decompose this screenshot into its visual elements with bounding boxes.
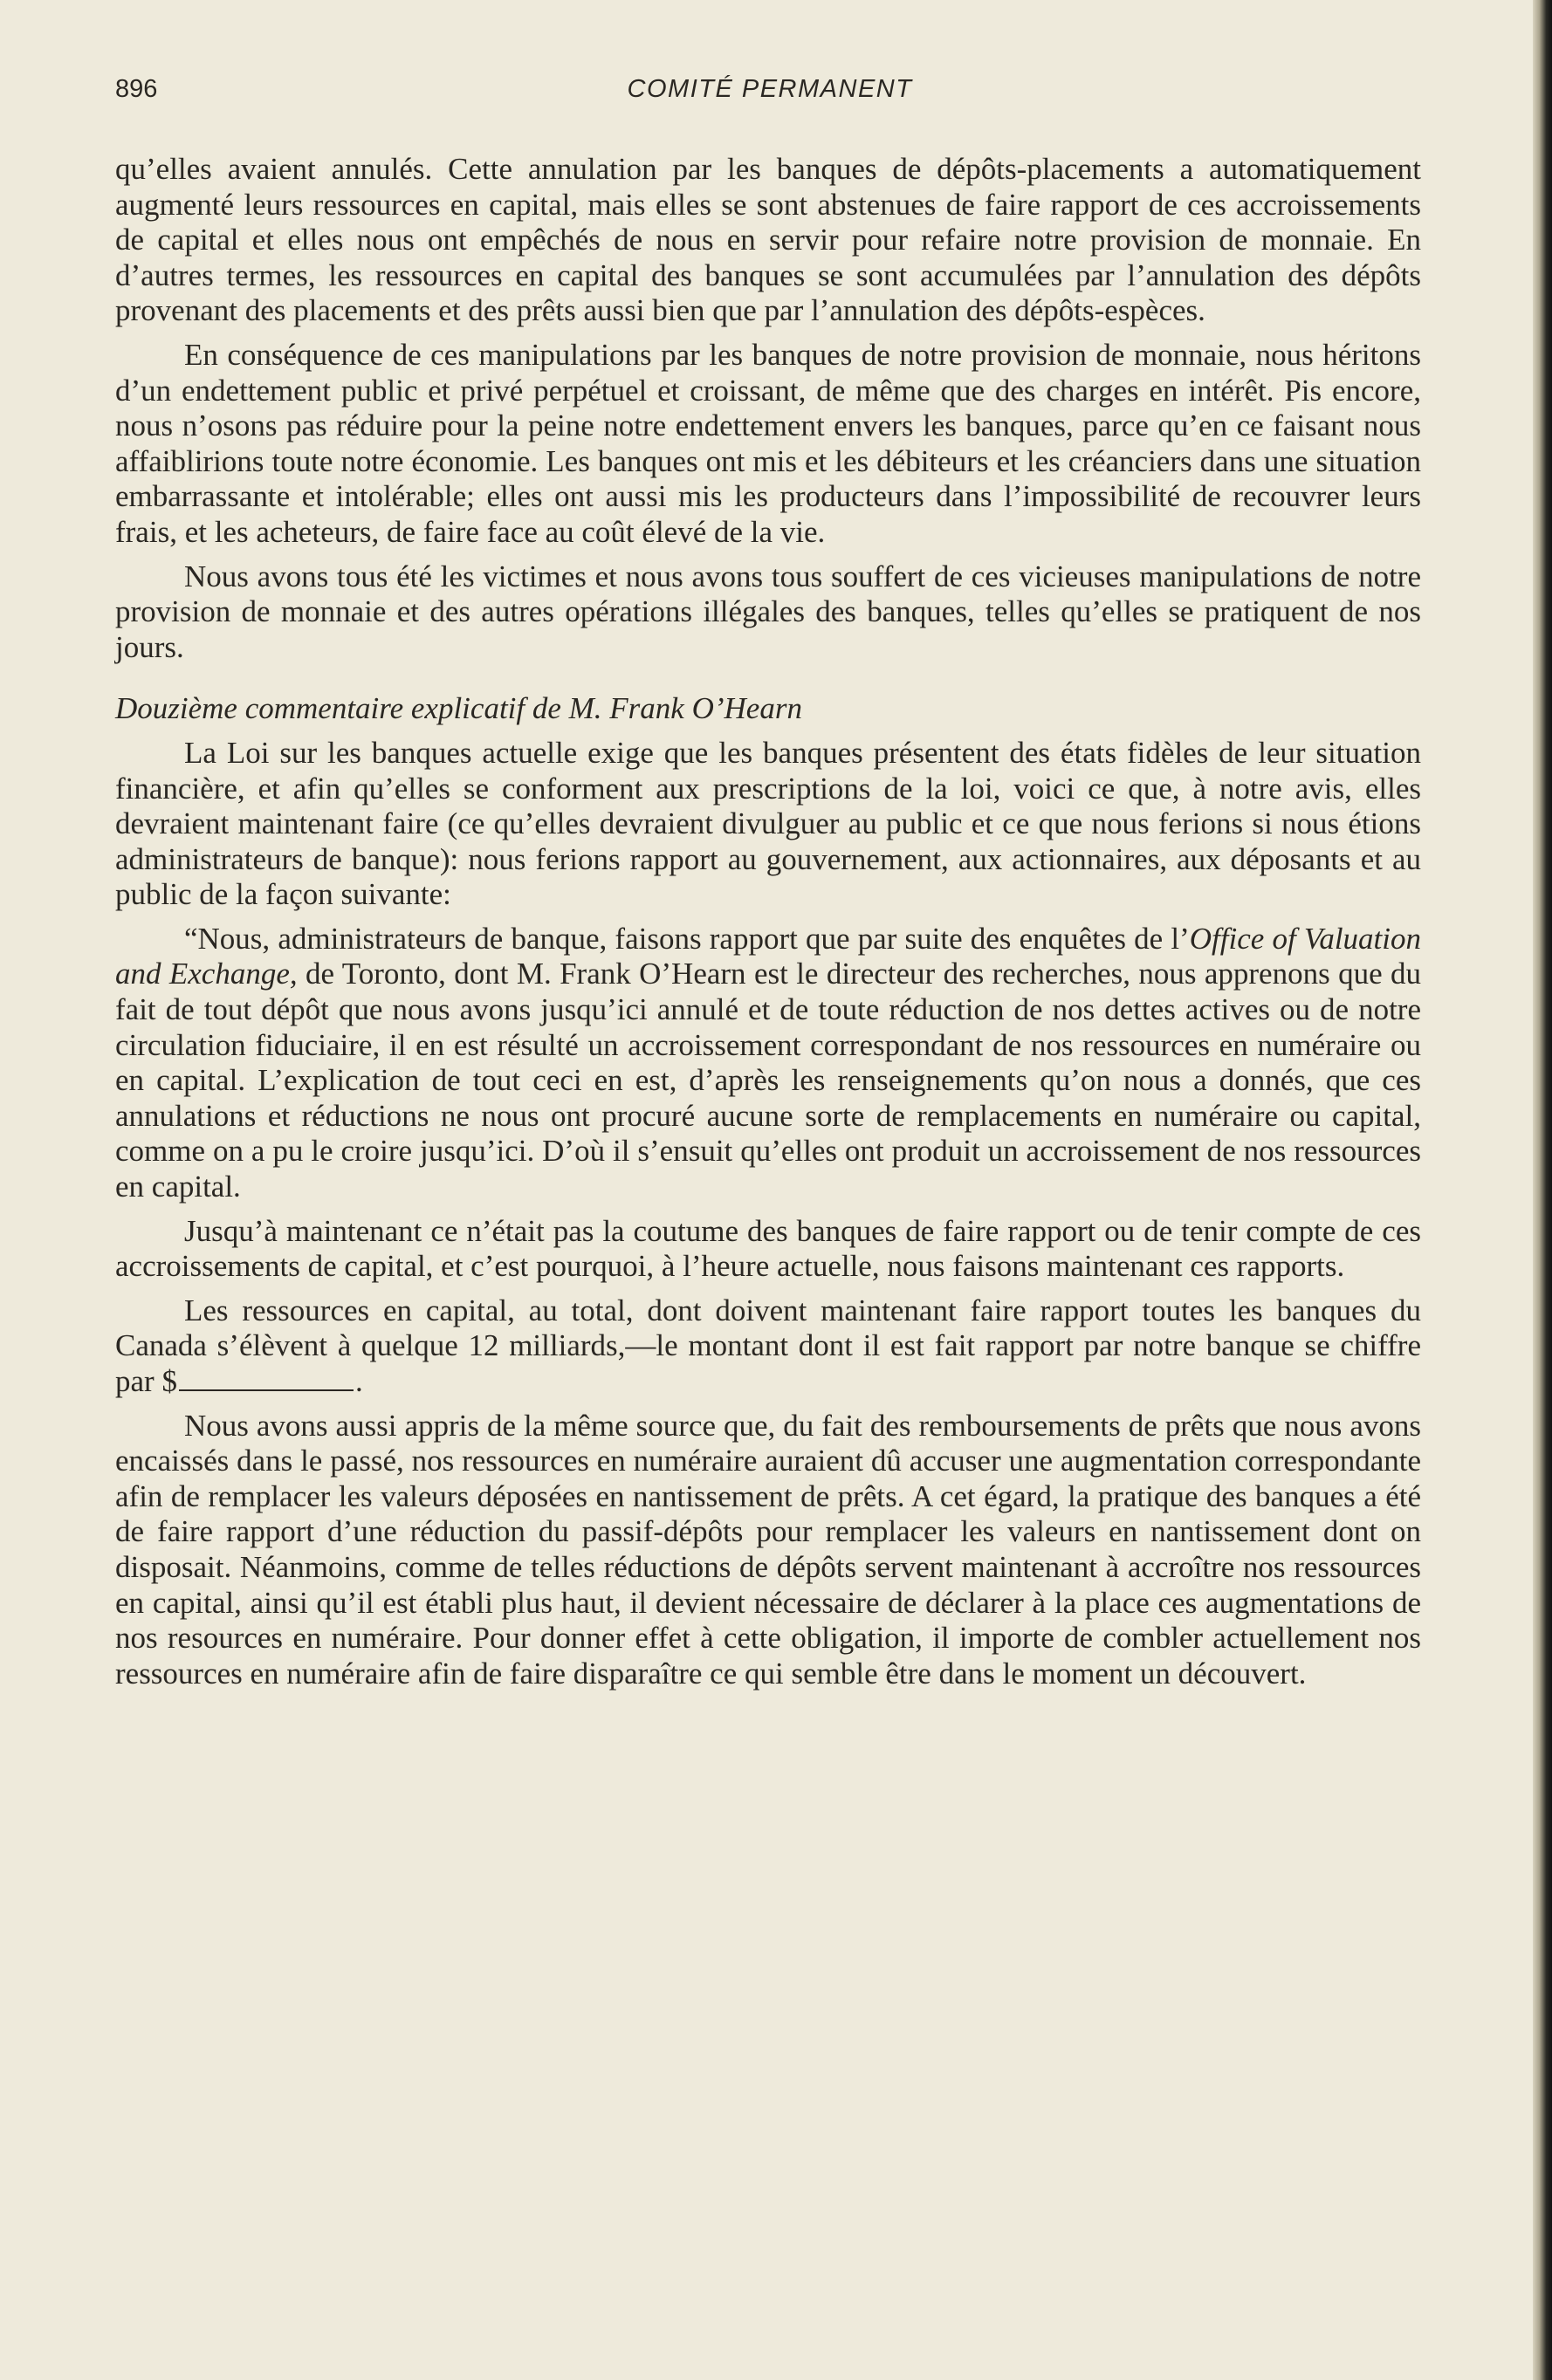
later-paragraph-1: Jusqu’à maintenant ce n’était pas la coutume des banques de faire rapport ou de tenir compte de ces accroissements de capital, et c’est pourquoi, à l’heure actuelle, nous faisons maintenant ces rapports. xyxy=(115,1213,1421,1284)
office-name: Office of Valuation and Exchange, xyxy=(115,921,1421,991)
quote-paragraph xyxy=(115,922,1421,1205)
quote-rest-text: de Toronto, dont M. Frank O’Hearn est le directeur des recherches, nous apprenons que du fait de tout dépôt que nous avons jusqu’ici annulé et de toute réduction de nos dettes actives ou de notre circulation fiduciaire, il en est résulté un accroissement correspondant de nos ressources en numéraire ou en capital. L’explication de tout ceci en est, d’après les renseignements qu’on nous a donnés, que ces annulations et réductions ne nous ont procuré aucune sorte de remplacements en numéraire ou capital, comme on a pu le croire jusqu’ici. D’où il s’ensuit qu’elles ont produit un accroissement de nos ressources en capital. xyxy=(115,957,1421,1204)
page-header xyxy=(115,75,1425,113)
page-number: 896 xyxy=(115,75,158,103)
paragraph-3: Nous avons tous été les victimes et nous avons tous souffert de ces vicieuses manipulations de notre provision de monnaie et des autres opérations illégales des banques, telles qu’elles se pratiquent de nos jours. xyxy=(115,559,1421,664)
paragraph-2: En conséquence de ces manipulations par les banques de notre provision de monnaie, nous héritons d’un endettement public et privé perpétuel et croissant, de même que des charges en intérêt. Pis encore, nous n’osons pas réduire pour la peine notre endettement envers les banques, parce qu’en ce faisant nous affaiblirions toute notre économie. Les banques ont mis et les débiteurs et les créanciers dans une situation embarrassante et intolérable; elles ont aussi mis les producteurs dans l’impossibilité de recouvrer leurs frais, et les acheteurs, de faire face au coût élevé de la vie. xyxy=(115,337,1421,549)
amount-paragraph xyxy=(115,1293,1421,1400)
running-title: COMITÉ PERMANENT xyxy=(627,75,913,103)
amount-text: Les ressources en capital, au total, dont doivent maintenant faire rapport toutes les banques du Canada s’élèvent à quelque 12 milliards,—le montant dont il est fait rapport par notre banque se chiffre par $ xyxy=(115,1293,1421,1398)
body-text xyxy=(115,152,1421,1691)
quote-open-text: “Nous, administrateurs de banque, faisons rapport que par suite des enquêtes de l’ xyxy=(184,921,1190,956)
book-spine-shadow xyxy=(1533,0,1552,2380)
section-paragraph-1: La Loi sur les banques actuelle exige que les banques présentent des états fidèles de leur situation financière, et afin qu’elles se conforment aux prescriptions de la loi, voici ce que, à notre avis, elles devraient maintenant faire (ce qu’elles devraient divulguer au public et ce que nous ferions si nous étions administrateurs de banque): nous ferions rapport au gouvernement, aux actionnaires, aux déposants et au public de la façon suivante: xyxy=(115,735,1421,912)
final-paragraph: Nous avons aussi appris de la même source que, du fait des remboursements de prêts que nous avons encaissés dans le passé, nos ressources en numéraire auraient dû accuser une augmentation correspondante afin de remplacer les valeurs déposées en nantissement de prêts. A cet égard, la pratique des banques a été de faire rapport d’une réduction du passif-dépôts pour remplacer les valeurs en nantissement dont on disposait. Néanmoins, comme de telles réductions de dépôts servent maintenant à accroître nos ressources en capital, ainsi qu’il est établi plus haut, il devient nécessaire de déclarer à la place ces augmentations de nos resources en numéraire. Pour donner effet à cette obligation, il importe de combler actuellement nos ressources en numéraire afin de faire disparaître ce qui semble être dans le moment un découvert. xyxy=(115,1408,1421,1691)
section-heading: Douzième commentaire explicatif de M. Frank O’Hearn xyxy=(115,691,802,726)
amount-blank-line xyxy=(179,1375,354,1391)
paragraph-1: qu’elles avaient annulés. Cette annulation par les banques de dépôts-placements a automatiquement augmenté leurs ressources en capital, mais elles se sont abstenues de faire rapport de ces accroissements de capital et elles nous ont empêchés de nous en servir pour refaire notre provision de monnaie. En d’autres termes, les ressources en capital des banques se sont accumulées par l’annulation des dépôts provenant des placements et des prêts aussi bien que par l’annulation des dépôts-espèces. xyxy=(115,152,1421,328)
amount-end: . xyxy=(354,1364,363,1398)
